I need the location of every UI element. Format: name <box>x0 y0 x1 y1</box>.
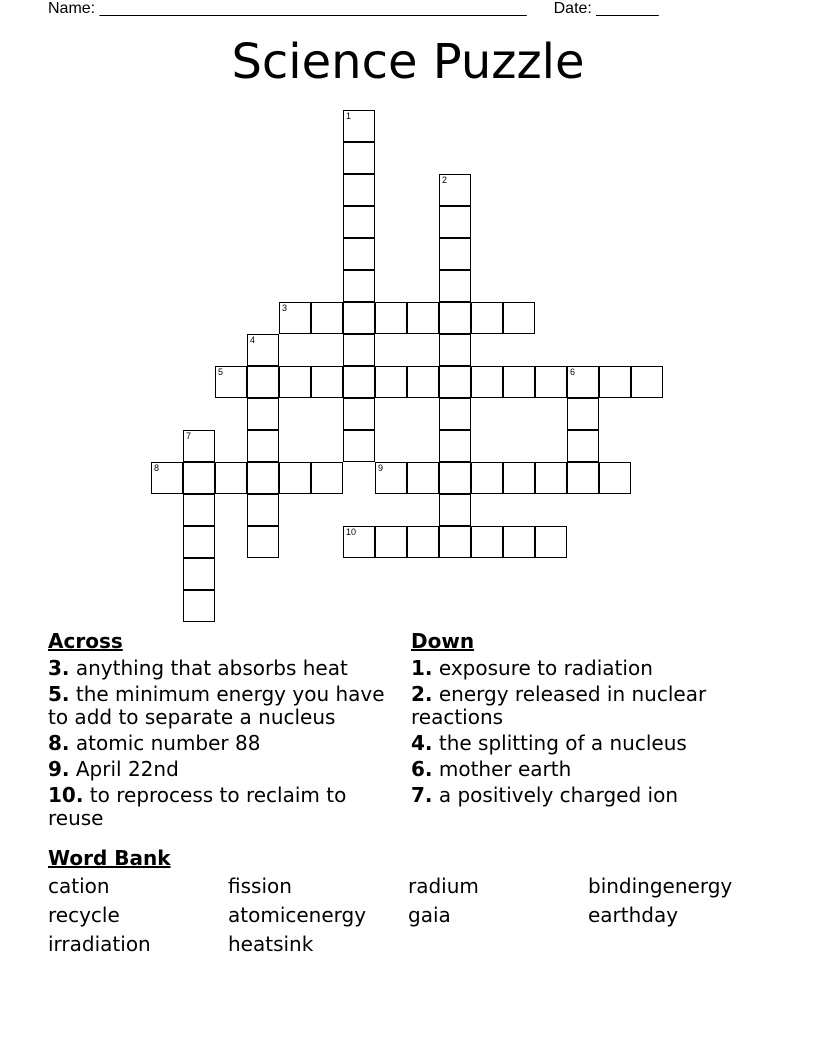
crossword-cell[interactable] <box>343 270 375 302</box>
word-bank-word: fission <box>228 874 292 898</box>
cell-number: 3 <box>282 303 288 313</box>
clue-text: mother earth <box>438 757 572 781</box>
crossword-cell[interactable] <box>343 110 375 142</box>
clue-text: April 22nd <box>75 757 179 781</box>
crossword-cell[interactable] <box>247 366 279 398</box>
crossword-cell[interactable] <box>535 526 567 558</box>
cell-number: 2 <box>442 175 448 185</box>
crossword-cell[interactable] <box>247 494 279 526</box>
clue-number: 3. <box>48 656 70 680</box>
crossword-cell[interactable] <box>439 334 471 366</box>
crossword-cell[interactable] <box>183 558 215 590</box>
clue-number: 6. <box>411 757 433 781</box>
word-bank-word: irradiation <box>48 932 151 956</box>
clue-across <box>48 784 408 830</box>
crossword-cell[interactable] <box>375 366 407 398</box>
clue-number: 2. <box>411 682 433 706</box>
crossword-cell[interactable] <box>535 366 567 398</box>
word-bank-word: atomicenergy <box>228 903 367 927</box>
crossword-cell[interactable] <box>471 462 503 494</box>
clue-across <box>48 683 408 729</box>
crossword-cell[interactable] <box>439 462 471 494</box>
crossword-cell[interactable] <box>375 302 407 334</box>
date-field-label: Date: _______ <box>553 0 659 17</box>
crossword-cell[interactable] <box>599 462 631 494</box>
crossword-cell[interactable] <box>567 398 599 430</box>
clue-number: 4. <box>411 731 433 755</box>
crossword-cell[interactable] <box>439 302 471 334</box>
crossword-cell[interactable] <box>407 462 439 494</box>
crossword-cell[interactable] <box>439 366 471 398</box>
clue-number: 9. <box>48 757 70 781</box>
crossword-cell[interactable] <box>343 366 375 398</box>
crossword-cell[interactable] <box>343 302 375 334</box>
crossword-cell[interactable] <box>215 366 247 398</box>
crossword-cell[interactable] <box>343 398 375 430</box>
cell-number: 5 <box>218 367 224 377</box>
crossword-cell[interactable] <box>567 462 599 494</box>
crossword-cell[interactable] <box>311 462 343 494</box>
cell-number: 7 <box>186 431 192 441</box>
word-bank-word: recycle <box>48 903 120 927</box>
word-bank-word: radium <box>408 874 479 898</box>
clue-number: 5. <box>48 682 70 706</box>
crossword-cell[interactable] <box>343 142 375 174</box>
cell-number: 1 <box>346 111 352 121</box>
crossword-cell[interactable] <box>183 526 215 558</box>
down-heading: Down <box>411 629 475 653</box>
name-field-label: Name: ________________________________________________ <box>48 0 527 17</box>
clue-number: 8. <box>48 731 70 755</box>
crossword-cell[interactable] <box>343 334 375 366</box>
crossword-cell[interactable] <box>535 462 567 494</box>
clue-across <box>48 657 408 680</box>
crossword-cell[interactable] <box>375 526 407 558</box>
crossword-cell[interactable] <box>375 462 407 494</box>
clue-down <box>411 784 751 807</box>
clue-text: anything that absorbs heat <box>75 656 348 680</box>
clue-across <box>48 758 408 781</box>
crossword-cell[interactable] <box>567 366 599 398</box>
crossword-cell[interactable] <box>471 526 503 558</box>
word-bank-word: heatsink <box>228 932 314 956</box>
word-bank-word: gaia <box>408 903 451 927</box>
clue-text: the minimum energy you have to add to separate a nucleus <box>48 682 385 729</box>
crossword-cell[interactable] <box>343 526 375 558</box>
crossword-cell[interactable] <box>503 462 535 494</box>
crossword-cell[interactable] <box>439 174 471 206</box>
crossword-cell[interactable] <box>311 302 343 334</box>
cell-number: 9 <box>378 463 384 473</box>
clue-text: energy released in nuclear reactions <box>411 682 707 729</box>
word-bank-word: earthday <box>588 903 679 927</box>
clue-text: atomic number 88 <box>75 731 261 755</box>
crossword-cell[interactable] <box>215 462 247 494</box>
crossword-cell[interactable] <box>439 430 471 462</box>
clue-text: exposure to radiation <box>438 656 653 680</box>
crossword-cell[interactable] <box>471 302 503 334</box>
crossword-cell[interactable] <box>311 366 343 398</box>
cell-number: 6 <box>570 367 576 377</box>
crossword-cell[interactable] <box>279 366 311 398</box>
crossword-cell[interactable] <box>279 462 311 494</box>
clue-text: to reprocess to reclaim to reuse <box>48 783 347 830</box>
clue-text: the splitting of a nucleus <box>438 731 687 755</box>
clue-down <box>411 758 751 781</box>
crossword-cell[interactable] <box>247 430 279 462</box>
crossword-cell[interactable] <box>567 430 599 462</box>
word-bank <box>48 846 788 956</box>
crossword-cell[interactable] <box>407 366 439 398</box>
crossword-cell[interactable] <box>439 398 471 430</box>
crossword-cell[interactable] <box>247 334 279 366</box>
crossword-cell[interactable] <box>407 526 439 558</box>
crossword-cell[interactable] <box>631 366 663 398</box>
down-clues <box>411 630 751 810</box>
clue-number: 7. <box>411 783 433 807</box>
crossword-cell[interactable] <box>439 238 471 270</box>
crossword-cell[interactable] <box>439 494 471 526</box>
word-bank-heading: Word Bank <box>48 846 171 870</box>
clue-down <box>411 657 751 680</box>
clue-down <box>411 683 751 729</box>
clue-number: 1. <box>411 656 433 680</box>
across-heading: Across <box>48 629 123 653</box>
crossword-cell[interactable] <box>343 206 375 238</box>
clue-text: a positively charged ion <box>438 783 679 807</box>
crossword-cell[interactable] <box>503 302 535 334</box>
crossword-cell[interactable] <box>599 366 631 398</box>
crossword-cell[interactable] <box>439 270 471 302</box>
crossword-cell[interactable] <box>407 302 439 334</box>
word-bank-word: bindingenergy <box>588 874 733 898</box>
clue-down <box>411 732 751 755</box>
crossword-cell[interactable] <box>247 462 279 494</box>
cell-number: 10 <box>346 527 357 537</box>
crossword-cell[interactable] <box>343 238 375 270</box>
clue-across <box>48 732 408 755</box>
clue-number: 10. <box>48 783 84 807</box>
page-title: Science Puzzle <box>231 34 585 90</box>
cell-number: 4 <box>250 335 256 345</box>
crossword-cell[interactable] <box>247 398 279 430</box>
crossword-cell[interactable] <box>439 526 471 558</box>
crossword-cell[interactable] <box>471 366 503 398</box>
cell-number: 8 <box>154 463 160 473</box>
word-bank-list <box>48 874 788 956</box>
crossword-cell[interactable] <box>439 206 471 238</box>
crossword-cell[interactable] <box>183 430 215 462</box>
crossword-cell[interactable] <box>183 494 215 526</box>
crossword-cell[interactable] <box>279 302 311 334</box>
crossword-cell[interactable] <box>343 430 375 462</box>
across-clues <box>48 630 408 833</box>
crossword-cell[interactable] <box>503 366 535 398</box>
crossword-cell[interactable] <box>343 174 375 206</box>
word-bank-word: cation <box>48 874 110 898</box>
crossword-cell[interactable] <box>503 526 535 558</box>
crossword-cell[interactable] <box>183 590 215 622</box>
crossword-cell[interactable] <box>183 462 215 494</box>
crossword-cell[interactable] <box>247 526 279 558</box>
crossword-cell[interactable] <box>151 462 183 494</box>
